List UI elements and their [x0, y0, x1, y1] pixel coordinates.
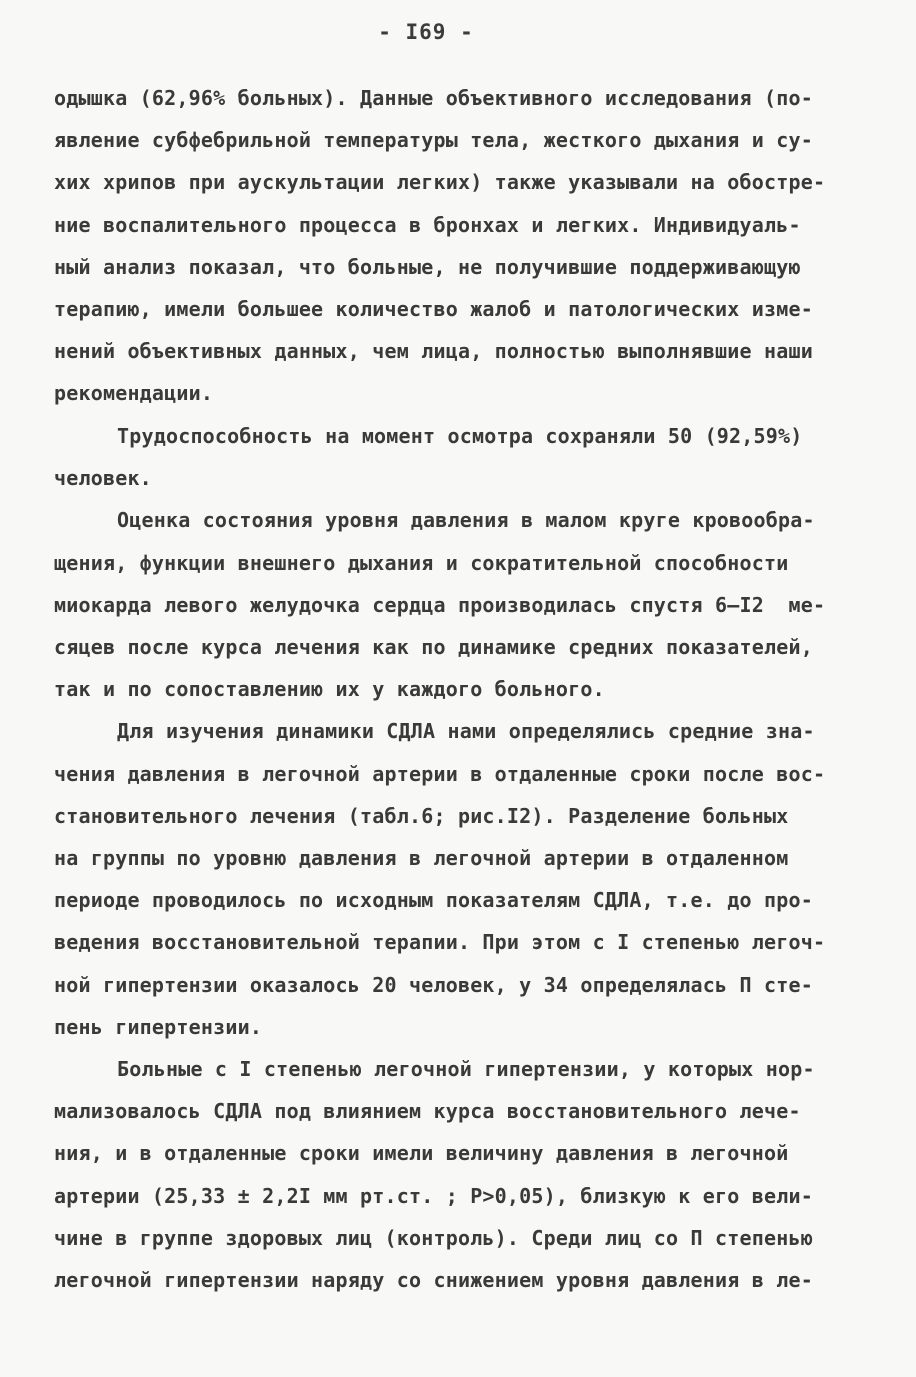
text-line: щения, функции внешнего дыхания и сократительной способности — [54, 551, 789, 575]
paragraph-first-line: Больные с I степенью легочной гипертензии, у которых нор- — [117, 1057, 815, 1081]
text-line: сяцев после курса лечения как по динамике средних показателей, — [54, 635, 813, 659]
paragraph-first-line: Для изучения динамики СДЛА нами определялись средние зна- — [117, 719, 815, 743]
text-line: ние воспалительного процесса в бронхах и легких. Индивидуаль- — [54, 213, 801, 237]
text-line: одышка (62,96% больных). Данные объективного исследования (по- — [54, 86, 813, 110]
text-line: мализовалось СДЛА под влиянием курса восстановительного лече- — [54, 1099, 801, 1123]
text-line: периоде проводилось по исходным показателям СДЛА, т.е. до про- — [54, 888, 813, 912]
text-line: миокарда левого желудочка сердца производилась спустя 6–I2 ме- — [54, 593, 826, 617]
text-line: человек. — [54, 466, 152, 490]
text-line: ный анализ показал, что больные, не получившие поддерживающую — [54, 255, 801, 279]
text-line: пень гипертензии. — [54, 1015, 263, 1039]
text-line: ния, и в отдаленные сроки имели величину давления в легочной — [54, 1141, 789, 1165]
text-line: ведения восстановительной терапии. При этом с I степенью легоч- — [54, 930, 826, 954]
paragraph-first-line: Трудоспособность на момент осмотра сохраняли 50 (92,59%) — [117, 424, 803, 448]
text-line: чине в группе здоровых лиц (контроль). Среди лиц со П степенью — [54, 1226, 813, 1250]
text-line: явление субфебрильной температуры тела, жесткого дыхания и су- — [54, 128, 813, 152]
text-line: нений объективных данных, чем лица, полностью выполнявшие наши — [54, 339, 813, 363]
text-line: хих хрипов при аускультации легких) также указывали на обостре- — [54, 170, 826, 194]
text-line: ной гипертензии оказалось 20 человек, у 34 определялась П сте- — [54, 973, 813, 997]
text-line: артерии (25,33 ± 2,2I мм рт.ст. ; P>0,05), близкую к его вели- — [54, 1184, 813, 1208]
text-line: легочной гипертензии наряду со снижением уровня давления в ле- — [54, 1268, 813, 1292]
page-number: - I69 - — [378, 20, 474, 44]
text-line: рекомендации. — [54, 381, 214, 405]
paragraph-first-line: Оценка состояния уровня давления в малом круге кровообра- — [117, 508, 815, 532]
text-line: так и по сопоставлению их у каждого больного. — [54, 677, 605, 701]
text-line: становительного лечения (табл.6; рис.I2). Разделение больных — [54, 804, 789, 828]
text-line: на группы по уровню давления в легочной артерии в отдаленном — [54, 846, 789, 870]
text-line: чения давления в легочной артерии в отдаленные сроки после вос- — [54, 762, 826, 786]
text-line: терапию, имели большее количество жалоб и патологических изме- — [54, 297, 813, 321]
